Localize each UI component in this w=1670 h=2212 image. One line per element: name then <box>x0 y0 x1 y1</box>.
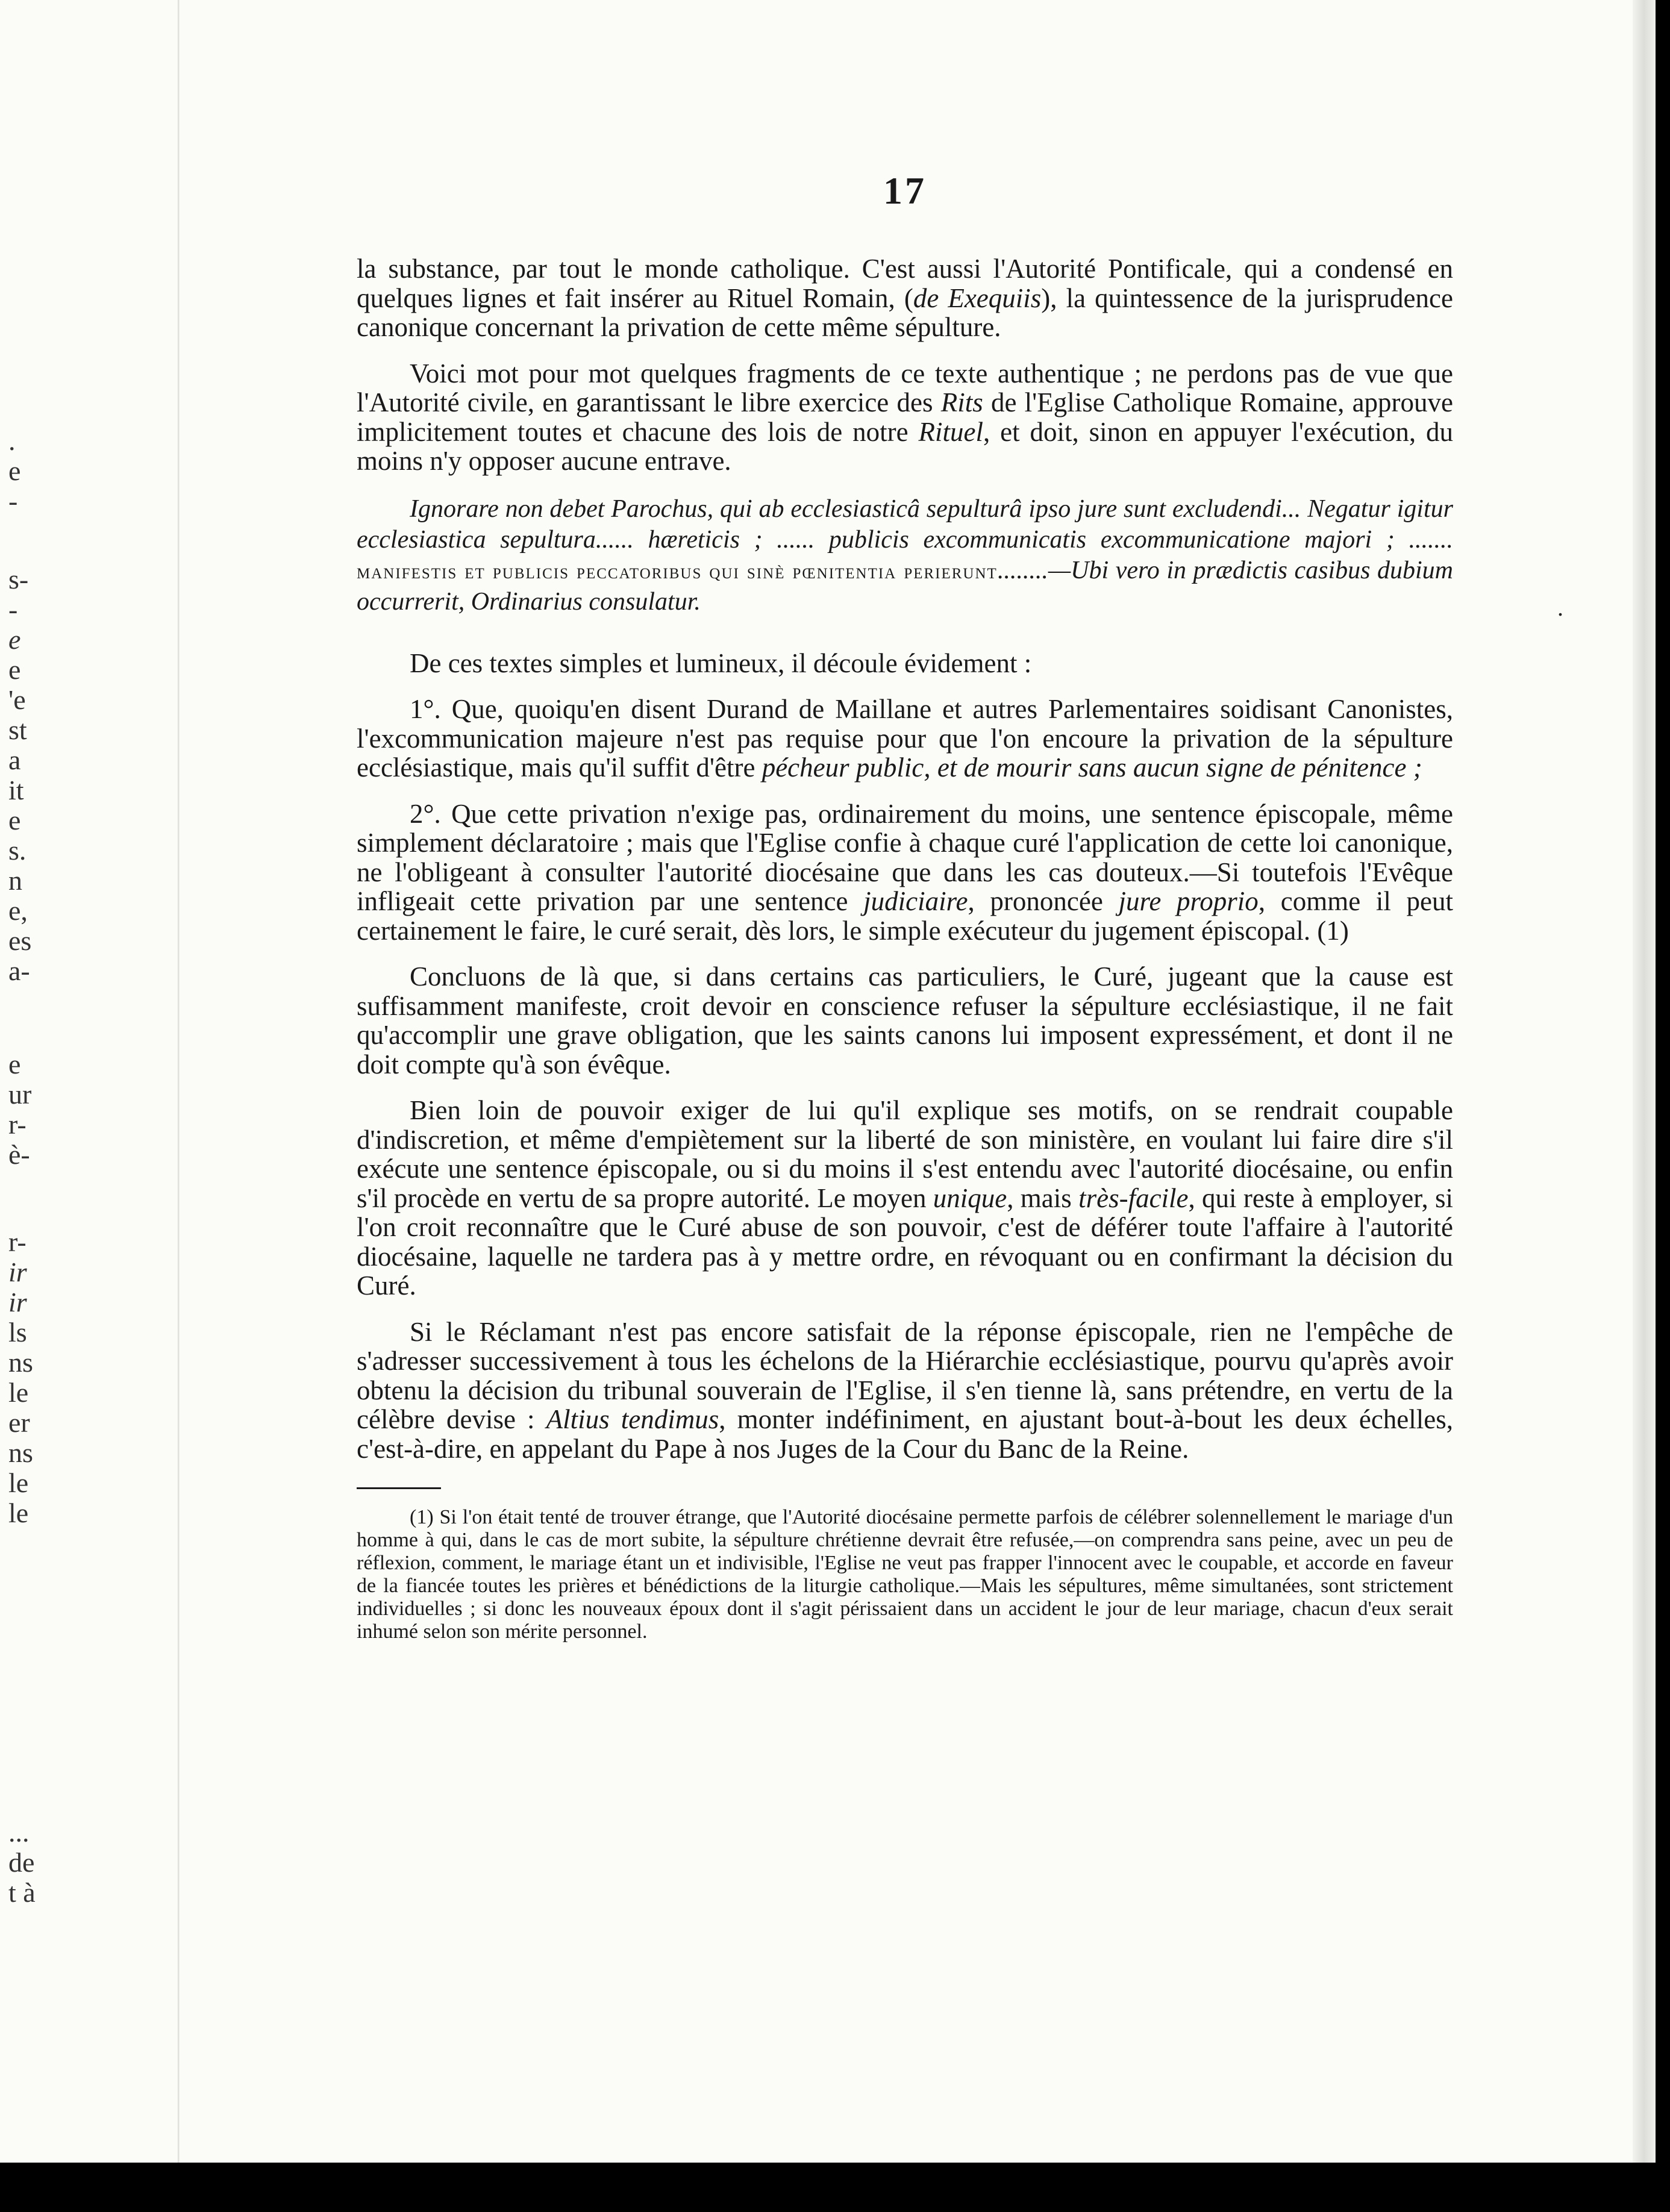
paragraph-4 <box>357 695 1453 783</box>
text-run: la substance, par tout le monde catholique. C'est aussi l'Autorité Pontificale, qui a condensé en quelques lignes et fait insérer au Rituel Romain, ( <box>357 254 1453 313</box>
margin-fragment: e <box>8 1049 21 1079</box>
margin-fragment: e <box>8 455 21 486</box>
page-number: 17 <box>883 169 927 212</box>
margin-fragment: ls <box>8 1317 27 1348</box>
margin-fragment: le <box>8 1498 29 1528</box>
text-run: 2°. Que cette privation n'exige pas, ordinairement du moins, une sentence épiscopale, même simplement déclaratoire ; mais que l'Eglise confie à chaque curé l'application de cette loi canonique, ne l'obligeant à consulter l'autorité diocésaine que dans les cas douteux.—Si toutefois l'Evêque infligeait cette privation par une sentence <box>357 798 1453 916</box>
text-run: Si le Réclamant n'est pas encore satisfait de la réponse épiscopale, rien ne l'empêche de s'adresser successivement à tous les échelons de la Hiérarchie ecclésiastique, pourvu qu'après avoir obtenu la décision du tribunal souverain de l'Eglise, il s'en tienne là, sans prétendre, en vertu de la célèbre devise : <box>357 1316 1453 1434</box>
footnote-separator <box>357 1487 441 1489</box>
margin-fragment: e, <box>8 895 28 926</box>
margin-fragment: ir <box>8 1287 27 1317</box>
text-run: , et doit, sinon en appuyer l'exécution, du moins n'y opposer aucune entrave. <box>357 416 1454 476</box>
paragraph-5 <box>357 799 1453 946</box>
margin-dot: . <box>1557 594 1563 621</box>
text-run: Ignorare non debet Parochus, qui ab ecclesiasticâ sepulturâ ipso jure sunt excludendi... Negatur igitur ecclesiastica sepultura...... hæreticis ; ...... publicis excommunicatis excommunicatione majori ; ....... <box>357 495 1453 554</box>
text-run: , monter indéfiniment, en ajustant bout-à-bout les deux échelles, c'est-à-dire, en appelant du Pape à nos Juges de la Cour du Banc de la Reine. <box>357 1404 1454 1464</box>
paragraph-6: Concluons de là que, si dans certains cas particuliers, le Curé, jugeant que la cause est suffisamment manifeste, croit devoir en conscience refuser la sépulture ecclésiastique, il ne fait qu'accomplir une grave obligation, que les saints canons lui imposent expressément, et dont il ne doit compte qu'à son évêque. <box>357 961 1453 1079</box>
margin-fragment: le <box>8 1467 29 1498</box>
page-body <box>357 169 1453 1643</box>
small-caps-run: manifestis et publicis peccatoribus qui sinè pœnitentia perierunt <box>357 558 998 583</box>
margin-fragment: t à <box>8 1877 36 1908</box>
latin-quotation <box>357 494 1453 617</box>
text-run: Bien loin de pouvoir exiger de lui qu'il explique ses motifs, on se rendrait coupable d'indiscretion, et même d'empiètement sur la liberté de son ministère, en voulant lui faire dire s'il exécute une sentence épiscopale, ou si du moins il s'est entendu avec l'autorité diocésaine, ou enfin s'il procède en vertu de sa propre autorité. Le moyen <box>357 1095 1453 1213</box>
margin-fragment: ns <box>8 1437 33 1468</box>
page-right-edge <box>1633 0 1656 2163</box>
margin-fragment: r- <box>8 1226 27 1257</box>
margin-fragment: a- <box>8 955 30 986</box>
margin-fragment: s- <box>8 564 29 595</box>
paragraph-3: De ces textes simples et lumineux, il découle évidement : <box>410 648 1032 678</box>
text-run: ), la quintessence de la jurisprudence canonique concernant la privation de cette même sépulture. <box>357 283 1453 342</box>
italic-run: judiciaire <box>863 886 968 916</box>
margin-fragment: è- <box>8 1139 30 1170</box>
margin-fragment: - <box>8 486 18 516</box>
margin-fragment: le <box>8 1377 29 1408</box>
scan-bottom-border <box>0 2163 1670 2212</box>
paragraph-7 <box>357 1096 1453 1301</box>
text-run: de l'Eglise Catholique Romaine, approuve implicitement toutes et chacune des lois de notre <box>357 387 1453 447</box>
page-fold-shadow <box>178 0 180 2163</box>
text-run: , comme il peut certainement le faire, le curé serait, dès lors, le simple exécuteur du jugement épiscopal. (1) <box>357 886 1453 946</box>
text-run: , mais <box>1007 1183 1079 1213</box>
italic-run: Altius tendimus <box>546 1404 719 1434</box>
text-run: , qui reste à employer, si l'on croit reconnaître que le Curé abuse de son pouvoir, c'est de déférer toute l'affaire à l'autorité diocésaine, laquelle ne tardera pas à y mettre ordre, en révoquant ou en confirmant la décision du Curé. <box>357 1183 1453 1301</box>
margin-fragment: - <box>8 594 18 625</box>
margin-fragment: e <box>8 805 21 836</box>
text-run: ........—Ubi vero in prædictis casibus dubium occurrerit, Ordinarius consulatur. <box>357 556 1454 616</box>
italic-run: très-facile <box>1078 1183 1189 1213</box>
margin-fragment: s. <box>8 835 27 866</box>
paragraph-2 <box>357 359 1453 476</box>
margin-fragment: a <box>8 745 21 775</box>
italic-run: de Exequiis <box>913 283 1042 313</box>
margin-fragment: n <box>8 865 22 896</box>
previous-page-margin <box>0 0 175 2163</box>
margin-fragment: ur <box>8 1079 32 1110</box>
italic-run: Rituel <box>918 416 983 447</box>
text-run: 1°. Que, quoiqu'en disent Durand de Maillane et autres Parlementaires soidisant Canonistes, l'excommunication majeure n'est pas requise pour que l'on encoure la privation de la sépulture ecclésiastique, mais qu'il suffit d'être <box>357 694 1453 783</box>
paragraph-1 <box>357 254 1453 342</box>
margin-fragment: de <box>8 1847 35 1878</box>
italic-run: Rits <box>940 387 983 417</box>
margin-fragment: st <box>8 714 27 745</box>
margin-fragment: er <box>8 1407 30 1438</box>
margin-fragment: es <box>8 925 32 956</box>
text-run: Voici mot pour mot quelques fragments de ce texte authentique ; ne perdons pas de vue que l'Autorité civile, en garantissant le libre exercice des <box>357 358 1453 417</box>
italic-run: jure proprio <box>1118 886 1259 916</box>
text-run: , prononcée <box>968 886 1119 916</box>
margin-fragment: r- <box>8 1109 27 1140</box>
italic-run: unique <box>933 1183 1007 1213</box>
footnote: (1) Si l'on était tenté de trouver étrange, que l'Autorité diocésaine permette parfois de célébrer solennellement le mariage d'un homme à qui, dans le cas de mort subite, la sépulture chrétienne devrait être refusée,—on comprendra sans peine, avec un peu de réflexion, comment, le mariage étant un et indivisible, l'Eglise ne veut pas frapper l'innocent avec le coupable, et accorde en faveur de la fiancée toutes les prières et bénédictions de la liturgie catholique.—Mais les sépultures, même simultanées, sont strictement individuelles ; si donc les nouveaux époux dont il s'agit périssaient dans un accident le jour de leur mariage, chacun d'eux serait inhumé selon son mérite personnel. <box>357 1506 1453 1643</box>
margin-fragment: . <box>8 425 16 456</box>
margin-fragment: ir <box>8 1257 27 1287</box>
margin-fragment: ... <box>8 1817 30 1848</box>
margin-fragment: it <box>8 775 24 805</box>
margin-fragment: e <box>8 624 21 655</box>
paragraph-8 <box>357 1317 1453 1464</box>
margin-fragment: 'e <box>8 684 26 715</box>
italic-run: pécheur public, et de mourir sans aucun signe de pénitence ; <box>762 752 1422 783</box>
margin-fragment: e <box>8 654 21 685</box>
margin-fragment: ns <box>8 1347 33 1378</box>
